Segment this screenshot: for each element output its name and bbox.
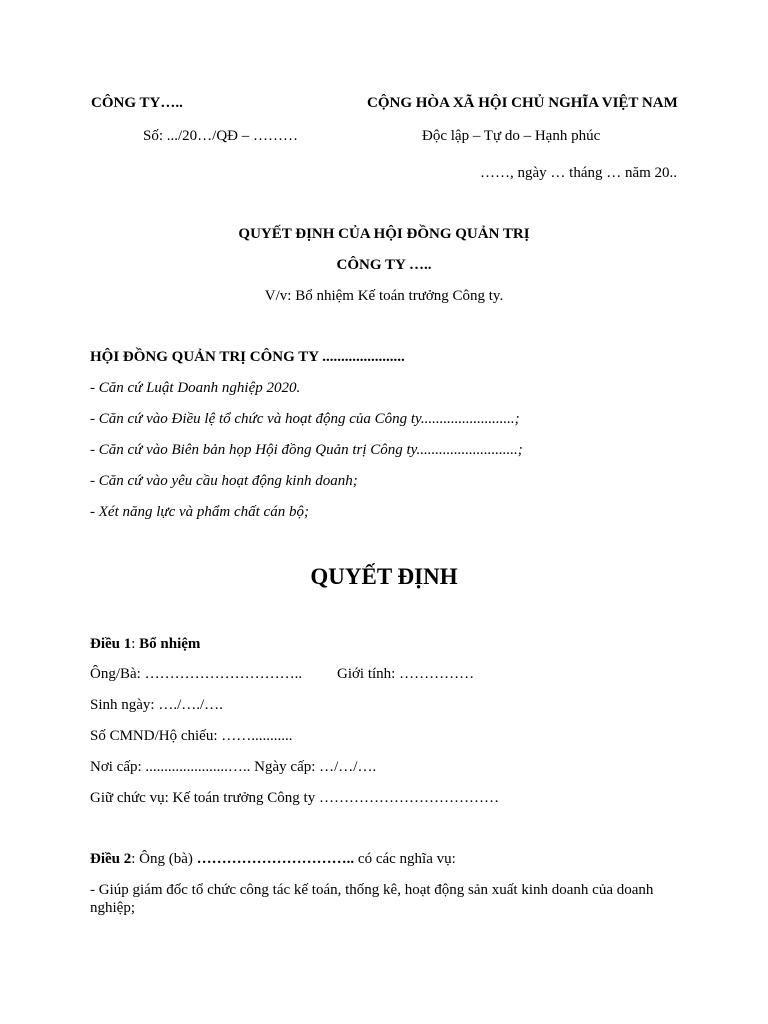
article-2-heading [90,850,456,868]
company-name: CÔNG TY….. [91,95,183,111]
appointee-name-line: Ông/Bà: ………………………….. [90,666,303,682]
decision-title: QUYẾT ĐỊNH [310,564,458,589]
basis-item: - Xét năng lực và phẩm chất cán bộ; [90,504,309,520]
article-2-label: Điều 2 [90,851,132,867]
date-line: ……, ngày … tháng … năm 20.. [480,165,678,181]
basis-item: - Căn cứ vào Điều lệ tổ chức và hoạt động của Công ty.........................; [90,411,520,427]
article-2-pre: : Ông (bà) [131,851,197,867]
article-1-label: Điều 1 [90,636,132,652]
article-2-blank: ………………………….. [196,851,355,867]
republic-title: CỘNG HÒA XÃ HỘI CHỦ NGHĨA VIỆT NAM [367,95,678,111]
appointee-gender-line: Giới tính: …………… [337,666,475,682]
article-1-heading [90,635,200,653]
article-1-title: Bổ nhiệm [139,636,201,652]
article-2-duty: - Giúp giám đốc tổ chức công tác kế toán, thống kê, hoạt động sản xuất kinh doanh của doanh nghiệp; [90,882,654,916]
appointee-position-line: Giữ chức vụ: Kế toán trưởng Công ty ……………………………… [90,790,499,806]
national-motto: Độc lập – Tự do – Hạnh phúc [422,128,601,144]
appointee-issue-line: Nơi cấp: ......................….. Ngày cấp: …/…/…. [90,759,377,775]
basis-item: - Căn cứ Luật Doanh nghiệp 2020. [90,380,301,396]
board-heading: HỘI ĐỒNG QUẢN TRỊ CÔNG TY ...................... [90,349,405,365]
appointee-id-line: Số CMND/Hộ chiếu: ……........... [90,728,293,744]
decision-header-line1: QUYẾT ĐỊNH CỦA HỘI ĐỒNG QUẢN TRỊ [238,226,530,242]
basis-item: - Căn cứ vào yêu cầu hoạt động kinh doanh; [90,473,358,489]
document-number: Số: .../20…/QĐ – ……… [143,128,299,144]
decision-header-line2: CÔNG TY ….. [336,257,432,273]
basis-item: - Căn cứ vào Biên bản họp Hội đồng Quản trị Công ty...........................; [90,442,523,458]
article-2-post: có các nghĩa vụ: [354,851,456,867]
appointee-dob-line: Sinh ngày: …./…./…. [90,697,223,713]
article-1-separator: : [131,636,140,652]
decision-subject: V/v: Bổ nhiệm Kế toán trưởng Công ty. [264,288,504,304]
